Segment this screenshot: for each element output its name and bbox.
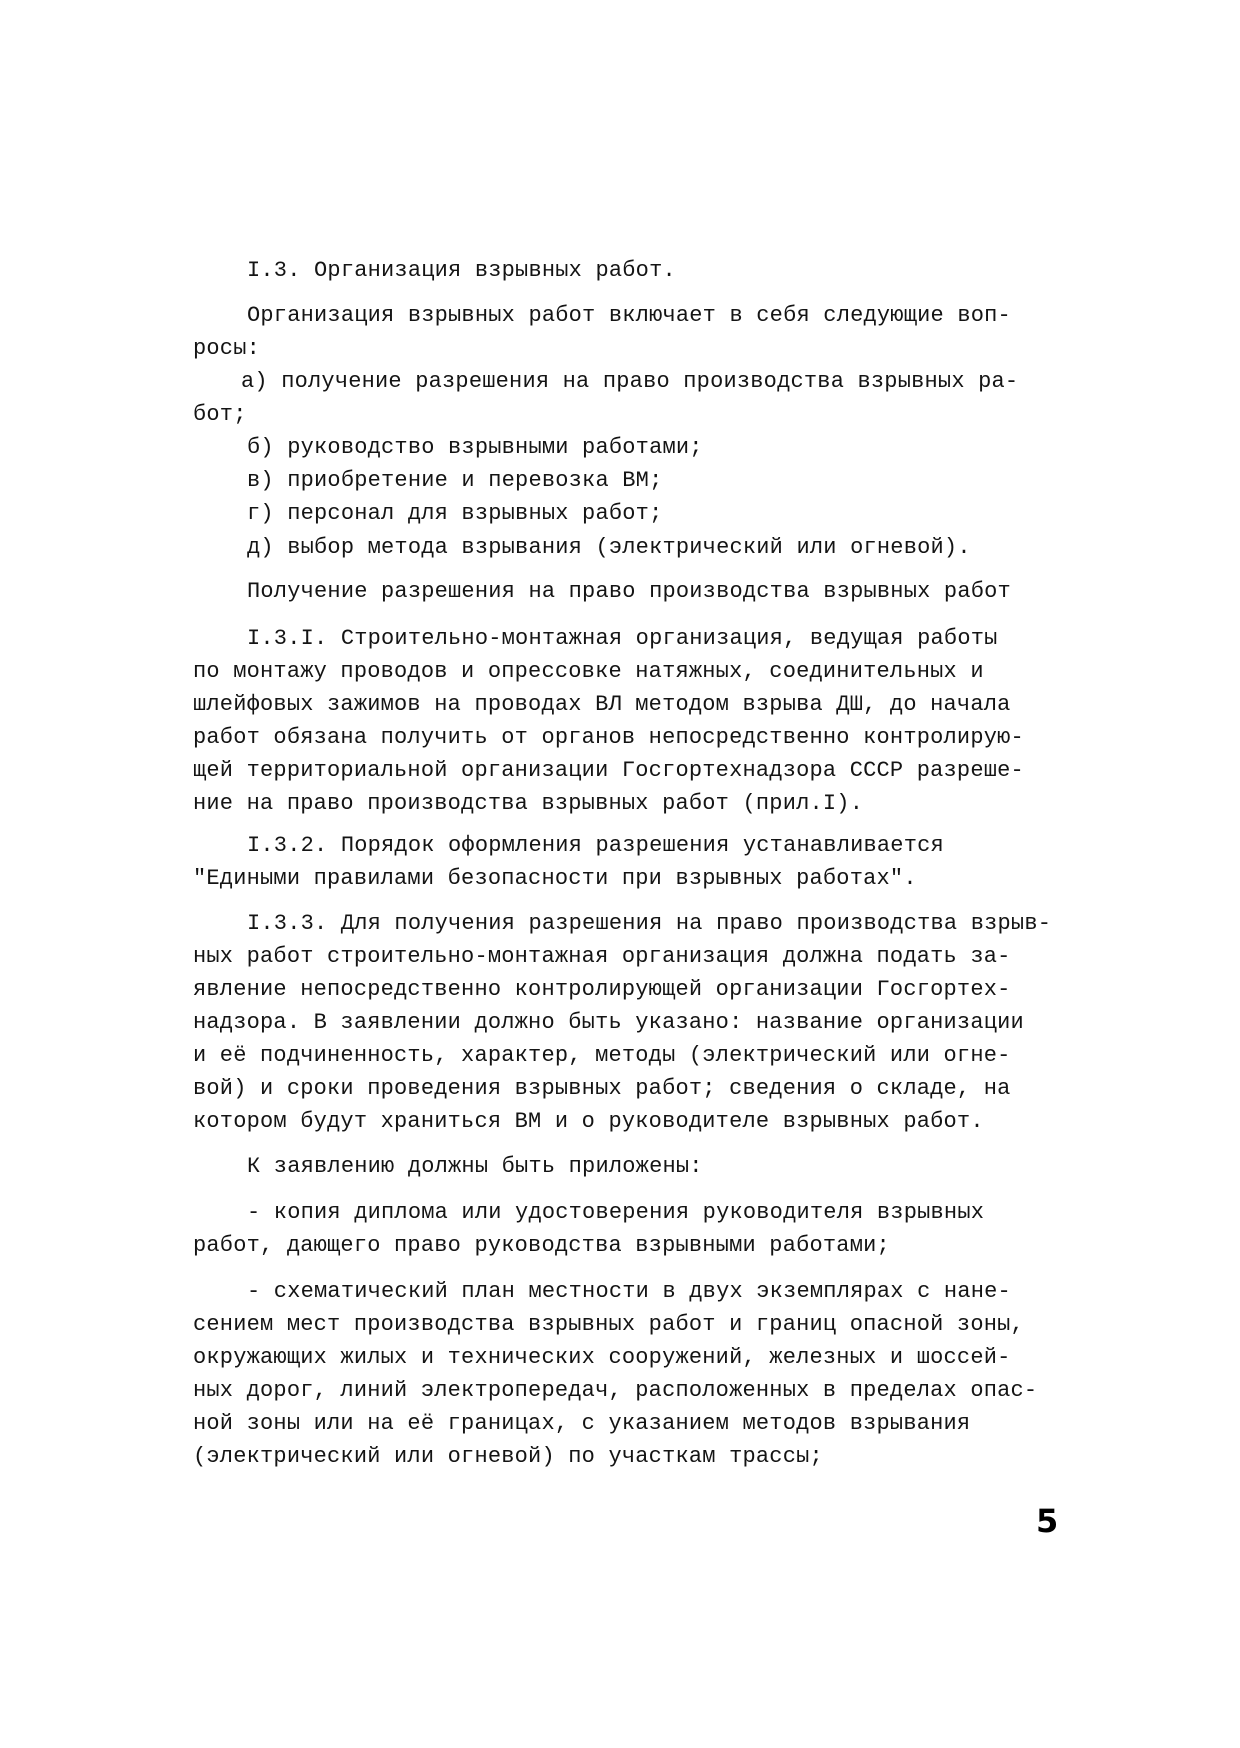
paragraph-line: шлейфовых зажимов на проводах ВЛ методом взрыва ДШ, до начала xyxy=(193,692,1011,717)
paragraph-line: I.3.I. Строительно-монтажная организация, ведущая работы xyxy=(247,626,998,651)
paragraph-line: ние на право производства взрывных работ (прил.I). xyxy=(193,791,864,816)
section-heading: I.3. Организация взрывных работ. xyxy=(247,258,676,283)
list-item-a-line-2: бот; xyxy=(193,402,247,427)
paragraph-line: "Едиными правилами безопасности при взрывных работах". xyxy=(193,866,917,891)
attachment-line: - копия диплома или удостоверения руководителя взрывных xyxy=(247,1200,985,1225)
attachment-line: ных дорог, линий электропередач, расположенных в пределах опас- xyxy=(193,1378,1038,1403)
attachment-line: (электрический или огневой) по участкам трассы; xyxy=(193,1444,823,1469)
list-item-d: г) персонал для взрывных работ; xyxy=(247,501,663,526)
attachment-line: - схематический план местности в двух экземплярах с нане- xyxy=(247,1279,1011,1304)
intro-line-2: росы: xyxy=(193,336,261,361)
attachment-line: ной зоны или на её границах, с указанием методов взрывания xyxy=(193,1411,971,1436)
intro-line-1: Организация взрывных работ включает в себя следующие воп- xyxy=(247,303,1011,328)
list-item-c: в) приобретение и перевозка ВМ; xyxy=(247,468,663,493)
attachment-line: окружающих жилых и технических сооружений, железных и шоссей- xyxy=(193,1345,1011,1370)
subheading: Получение разрешения на право производства взрывных работ xyxy=(247,579,1011,604)
paragraph-line: I.3.2. Порядок оформления разрешения устанавливается xyxy=(247,833,944,858)
paragraph-line: по монтажу проводов и опрессовке натяжных, соединительных и xyxy=(193,659,984,684)
attachment-line: сением мест производства взрывных работ и границ опасной зоны, xyxy=(193,1312,1024,1337)
paragraph-line: котором будут храниться ВМ и о руководителе взрывных работ. xyxy=(193,1109,984,1134)
paragraph-line: I.3.3. Для получения разрешения на право производства взрыв- xyxy=(247,911,1052,936)
paragraph-line: явление непосредственно контролирующей организации Госгортех- xyxy=(193,977,1011,1002)
page-number: 5 xyxy=(1036,1502,1059,1540)
list-item-a-line-1: а) получение разрешения на право производства взрывных ра- xyxy=(241,369,1019,394)
paragraph-line: работ обязана получить от органов непосредственно контролирую- xyxy=(193,725,1024,750)
paragraph-line: щей территориальной организации Госгортехнадзора СССР разреше- xyxy=(193,758,1024,783)
paragraph-line: надзора. В заявлении должно быть указано: название организации xyxy=(193,1010,1024,1035)
list-item-e: д) выбор метода взрывания (электрический или огневой). xyxy=(247,535,971,560)
paragraph-line: вой) и сроки проведения взрывных работ; сведения о складе, на xyxy=(193,1076,1011,1101)
list-item-b: б) руководство взрывными работами; xyxy=(247,435,703,460)
paragraph-line: ных работ строительно-монтажная организация должна подать за- xyxy=(193,944,1011,969)
attachment-line: работ, дающего право руководства взрывными работами; xyxy=(193,1233,890,1258)
attachments-intro: К заявлению должны быть приложены: xyxy=(247,1154,703,1179)
paragraph-line: и её подчиненность, характер, методы (электрический или огне- xyxy=(193,1043,1011,1068)
